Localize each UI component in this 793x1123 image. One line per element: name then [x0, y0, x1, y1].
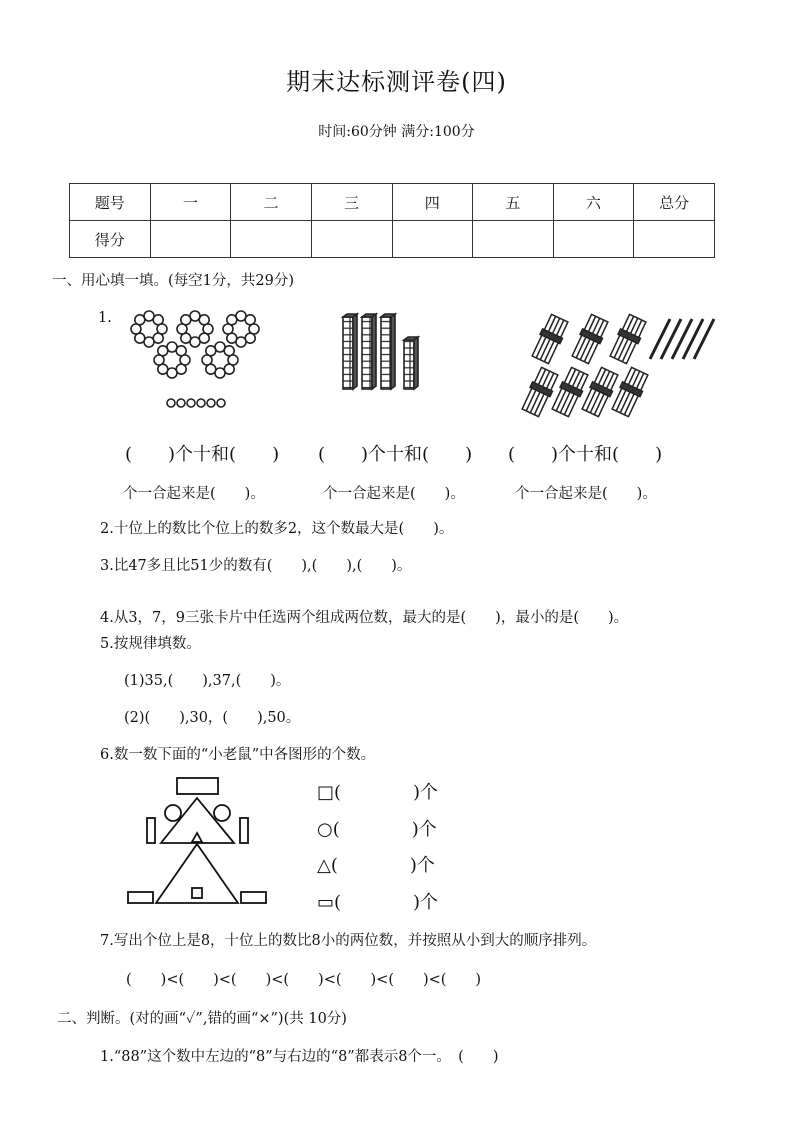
q1-blank-3b: 个一合起来是( )。 [515, 486, 657, 502]
stick-bundle [530, 314, 569, 365]
question-5-part-1: (1)35,( ),37,( )。 [124, 673, 291, 689]
square-count: □( )个 [317, 782, 439, 803]
score-table-score-row [70, 221, 715, 258]
circle-shape [214, 805, 230, 821]
score-table-header-row [70, 184, 715, 221]
judgement-question-1: 1.“88”这个数中左边的“8”与右边的“8”都表示8个一。 ( ) [100, 1049, 499, 1065]
score-cell[interactable] [231, 221, 312, 258]
header-cell: 总分 [634, 184, 715, 221]
score-table [69, 183, 715, 258]
square-shape [192, 888, 202, 898]
score-cell[interactable] [311, 221, 392, 258]
score-cell[interactable] [150, 221, 231, 258]
bead-ring [131, 311, 167, 347]
question-7-blanks: ( )<( )<( )<( )<( )<( )<( ) [126, 972, 482, 988]
page-title: 期末达标测评卷(四) [286, 68, 507, 96]
circle-count: ○( )个 [317, 819, 437, 840]
header-cell: 二 [231, 184, 312, 221]
q1-blank-2b: 个一合起来是( )。 [323, 486, 465, 502]
question-2: 2.十位上的数比个位上的数多2，这个数最大是( )。 [100, 521, 454, 537]
question-4: 4.从3，7，9三张卡片中任选两个组成两位数，最大的是( )，最小的是( )。 [100, 610, 629, 626]
question-5: 5.按规律填数。 [100, 636, 201, 652]
question-5-part-2: (2)( ),30，( ),50。 [124, 710, 301, 726]
score-cell[interactable] [473, 221, 554, 258]
header-cell: 五 [473, 184, 554, 221]
rectangle-shape [241, 892, 266, 903]
triangle-shape [192, 833, 202, 842]
question-3: 3.比47多且比51少的数有( ),( ),( )。 [100, 558, 412, 574]
bead-ring [223, 311, 259, 347]
q1-blank-3a: ( )个十和( ) [508, 444, 663, 465]
rectangle-shape [240, 818, 248, 843]
q1-blank-2a: ( )个十和( ) [318, 444, 473, 465]
rectangle-count: ▭( )个 [317, 892, 439, 913]
stick-bundle [570, 314, 609, 365]
stick-bundles-figure [520, 314, 720, 418]
rectangle-shape [177, 778, 218, 794]
section1-heading: 一、用心填一填。(每空1分，共29分) [52, 273, 294, 289]
triangle-shape [156, 844, 238, 903]
q1-number: 1. [98, 310, 112, 326]
triangle-count: △( )个 [317, 855, 435, 876]
ten-rod [343, 317, 353, 389]
bead-ring [177, 311, 213, 347]
bead-ring [154, 342, 190, 378]
row-label: 得分 [70, 221, 151, 258]
section2-heading: 二、判断。(对的画“✓”,错的画“×”)(共 10分) [57, 1011, 347, 1027]
exam-info: 时间:60分钟 满分:100分 [318, 124, 475, 140]
question-6: 6.数一数下面的“小老鼠”中各图形的个数。 [100, 747, 376, 763]
unit-cubes-column [404, 340, 414, 389]
score-cell[interactable] [392, 221, 473, 258]
question-7: 7.写出个位上是8，十位上的数比8小的两位数，并按照从小到大的顺序排列。 [100, 933, 597, 949]
q1-blank-1a: ( )个十和( ) [125, 444, 280, 465]
bead-ring [202, 342, 238, 378]
ten-rod [381, 317, 391, 389]
score-cell[interactable] [634, 221, 715, 258]
rectangle-shape [147, 818, 155, 843]
little-mouse-figure [126, 776, 271, 906]
rectangle-shape [128, 892, 153, 903]
stick-bundle [608, 314, 647, 365]
single-sticks [650, 319, 714, 359]
header-cell: 四 [392, 184, 473, 221]
q1-blank-1b: 个一合起来是( )。 [123, 486, 265, 502]
header-cell: 题号 [70, 184, 151, 221]
header-cell: 三 [311, 184, 392, 221]
circle-shape [165, 805, 181, 821]
header-cell: 一 [150, 184, 231, 221]
bead-rings-figure [125, 308, 265, 413]
ten-rods-figure [340, 315, 420, 393]
ten-rod [362, 317, 372, 389]
score-cell[interactable] [553, 221, 634, 258]
header-cell: 六 [553, 184, 634, 221]
single-beads [167, 399, 225, 407]
